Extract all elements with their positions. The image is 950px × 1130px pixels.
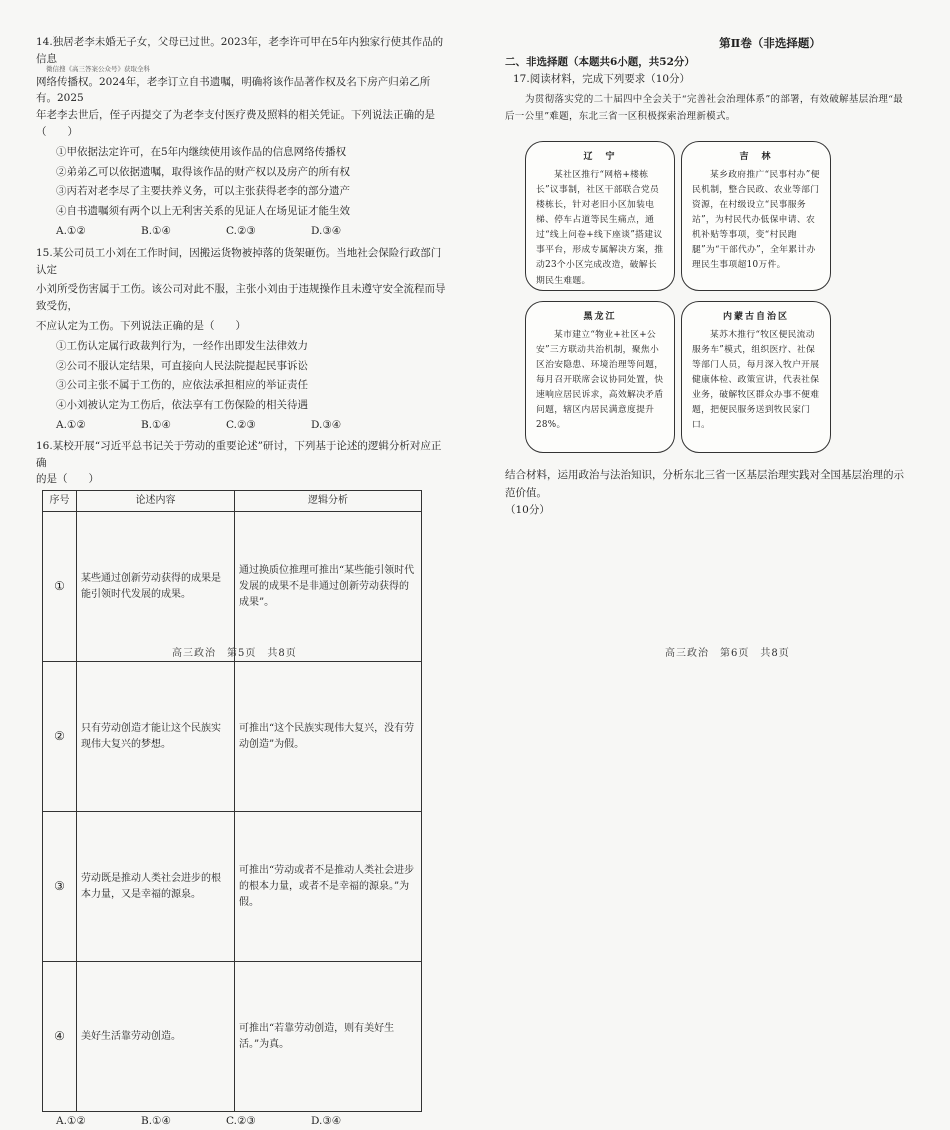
card-liaoning xyxy=(525,141,675,291)
question-15 xyxy=(36,245,448,434)
q15-choices xyxy=(36,417,448,434)
question-14 xyxy=(36,34,448,240)
card-inner-mongolia xyxy=(681,301,831,453)
q17-task xyxy=(505,467,905,519)
row-content: 劳动既是推动人类社会进步的根本力量，又是幸福的源泉。 xyxy=(77,812,235,962)
intro-line2: 后一公里”难题，东北三省一区积极探索治理新模式。 xyxy=(505,110,736,122)
q15-choice-d: D.③④ xyxy=(311,418,342,431)
q17-heading: 17.阅读材料，完成下列要求（10分） xyxy=(513,73,691,86)
q14-choice-b: B.①④ xyxy=(141,224,171,237)
q14-choice-a: A.①② xyxy=(56,224,86,237)
table-header-row xyxy=(43,491,422,512)
q15-option-1: ①工伤认定属行政裁判行为，一经作出即发生法律效力 xyxy=(56,339,308,352)
header-analysis: 逻辑分析 xyxy=(235,491,422,512)
material-cards xyxy=(525,141,831,453)
card-title: 内蒙古自治区 xyxy=(722,312,789,323)
q16-choice-d: D.③④ xyxy=(311,1115,342,1128)
volume-title: 第Ⅱ卷（非选择题） xyxy=(719,36,821,50)
q16-choices xyxy=(36,1113,448,1130)
q15-option-3: ③公司主张不属于工伤的，应依法承担相应的举证责任 xyxy=(56,379,308,392)
row-number: ① xyxy=(43,512,77,662)
watermark-text: 微信搜《高三答案公众号》获取全科 xyxy=(46,65,150,73)
left-column xyxy=(36,34,448,1130)
left-page-footer: 高三政治 第5页 共8页 xyxy=(172,648,297,659)
logic-table xyxy=(42,490,422,1112)
card-jilin xyxy=(681,141,831,291)
table-row xyxy=(43,662,422,812)
q14-choice-d: D.③④ xyxy=(311,224,342,237)
row-analysis: 可推出“这个民族实现伟大复兴，没有劳动创造”为假。 xyxy=(235,662,422,812)
row-analysis: 通过换质位推理可推出“某些能引领时代发展的成果不是非通过创新劳动获得的成果”。 xyxy=(235,512,422,662)
q16-choice-c: C.②③ xyxy=(226,1115,256,1128)
row-content: 只有劳动创造才能让这个民族实现伟大复兴的梦想。 xyxy=(77,662,235,812)
table-row xyxy=(43,812,422,962)
q16-choice-a: A.①② xyxy=(56,1115,86,1128)
table-row xyxy=(43,962,422,1112)
row-content: 美好生活靠劳动创造。 xyxy=(77,962,235,1112)
q14-choice-c: C.②③ xyxy=(226,224,256,237)
q14-option-4: ④自书遗嘱须有两个以上无利害关系的见证人在场见证才能生效 xyxy=(56,205,350,218)
q15-option-4: ④小刘被认定为工伤后，依法享有工伤保险的相关待遇 xyxy=(56,399,308,412)
section-heading: 二、非选择题（本题共6小题，共52分） xyxy=(505,56,695,69)
right-column xyxy=(505,34,905,519)
card-title: 黑龙江 xyxy=(583,312,617,323)
q15-line1: 15.某公司员工小刘在工作时间，因搬运货物被掉落的货架砸伤。当地社会保险行政部门认定 xyxy=(36,246,442,276)
q14-choices xyxy=(36,223,448,240)
right-page-footer: 高三政治 第6页 共8页 xyxy=(665,648,790,659)
q15-option-2: ②公司不服认定结果，可直接向人民法院提起民事诉讼 xyxy=(56,359,308,372)
card-title: 辽 宁 xyxy=(583,152,617,163)
q14-line1: 14.独居老李未婚无子女，父母已过世。2023年，老李许可甲在5年内独家行使其作品的信息 xyxy=(36,36,444,65)
card-text: 某市建立“物业+社区+公安”三方联动共治机制，聚焦小区治安隐患、环境治理等问题，每月召开联席会议协同处置，快速响应居民诉求，高效解决矛盾问题，辖区内居民满意度提升28%。 xyxy=(536,329,664,431)
q15-line3: 不应认定为工伤。下列说法正确的是（ ） xyxy=(36,319,246,332)
q16-line1: 16.某校开展“习近平总书记关于劳动的重要论述”研讨，下列基于论述的逻辑分析对应正确 xyxy=(36,439,442,469)
q14-option-2: ②弟弟乙可以依据遗嘱，取得该作品的财产权以及房产的所有权 xyxy=(56,165,350,178)
row-number: ③ xyxy=(43,812,77,962)
row-content: 某些通过创新劳动获得的成果是能引领时代发展的成果。 xyxy=(77,512,235,662)
task-line1: 结合材料，运用政治与法治知识，分析东北三省一区基层治理实践对全国基层治理的示范价值。 xyxy=(505,469,904,499)
card-title: 吉 林 xyxy=(739,152,773,163)
task-line2: （10分） xyxy=(505,503,550,516)
card-heilongjiang xyxy=(525,301,675,453)
header-number: 序号 xyxy=(43,491,77,512)
q14-option-3: ③丙若对老李尽了主要扶养义务，可以主张获得老李的部分遗产 xyxy=(56,185,350,198)
table-row xyxy=(43,512,422,662)
intro-line1: 为贯彻落实党的二十届四中全会关于“完善社会治理体系”的部署，有效破解基层治理“最 xyxy=(525,93,904,105)
q14-line3: 年老李去世后，侄子丙提交了为老李支付医疗费及照料的相关凭证。下列说法正确的是（ ） xyxy=(36,109,435,138)
q15-choice-b: B.①④ xyxy=(141,418,171,431)
left-page xyxy=(0,0,475,1128)
card-text: 某苏木推行“牧区便民流动服务车”模式，组织医疗、社保等部门人员，每月深入牧户开展健康体检、政策宣讲，代表社保业务，破解牧区群众办事不便难题，把便民服务送到牧民家门口。 xyxy=(692,329,820,431)
q16-choice-b: B.①④ xyxy=(141,1115,171,1128)
q14-option-1: ①甲依据法定许可，在5年内继续使用该作品的信息网络传播权 xyxy=(56,145,347,158)
q14-line2: 网络传播权。2024年，老李订立自书遗嘱，明确将该作品著作权及名下房产归弟乙所有。2025 xyxy=(36,75,431,105)
q15-choice-c: C.②③ xyxy=(226,418,256,431)
row-number: ② xyxy=(43,662,77,812)
row-analysis: 可推出“若靠劳动创造，则有美好生活。”为真。 xyxy=(235,962,422,1112)
card-text: 某社区推行“网格+楼栋长”议事制，社区干部联合党员楼栋长，针对老旧小区加装电梯、停车占道等民生痛点，通过“线上问卷+线下座谈”搭建议事平台，形成专属解决方案，推动23个小区完成改造，破解长期民生难题。 xyxy=(536,169,664,286)
q15-choice-a: A.①② xyxy=(56,418,86,431)
row-number: ④ xyxy=(43,962,77,1112)
right-page xyxy=(475,0,950,672)
row-analysis: 可推出“劳动或者不是推动人类社会进步的根本力量，或者不是幸福的源泉。”为假。 xyxy=(235,812,422,962)
header-content: 论述内容 xyxy=(77,491,235,512)
q15-line2: 小刘所受伤害属于工伤。该公司对此不服，主张小刘由于违规操作且未遵守安全流程而导致受伤， xyxy=(36,283,446,313)
card-text: 某乡政府推广“民事村办”便民机制，整合民政、农业等部门资源，在村级设立“民事服务站”，为村民代办低保申请、农机补贴等事项，变“村民跑腿”为“干部代办”，全年累计办理民生事项超10万件。 xyxy=(692,169,820,271)
question-16 xyxy=(36,438,448,1130)
q16-line2: 的是（ ） xyxy=(36,473,99,486)
